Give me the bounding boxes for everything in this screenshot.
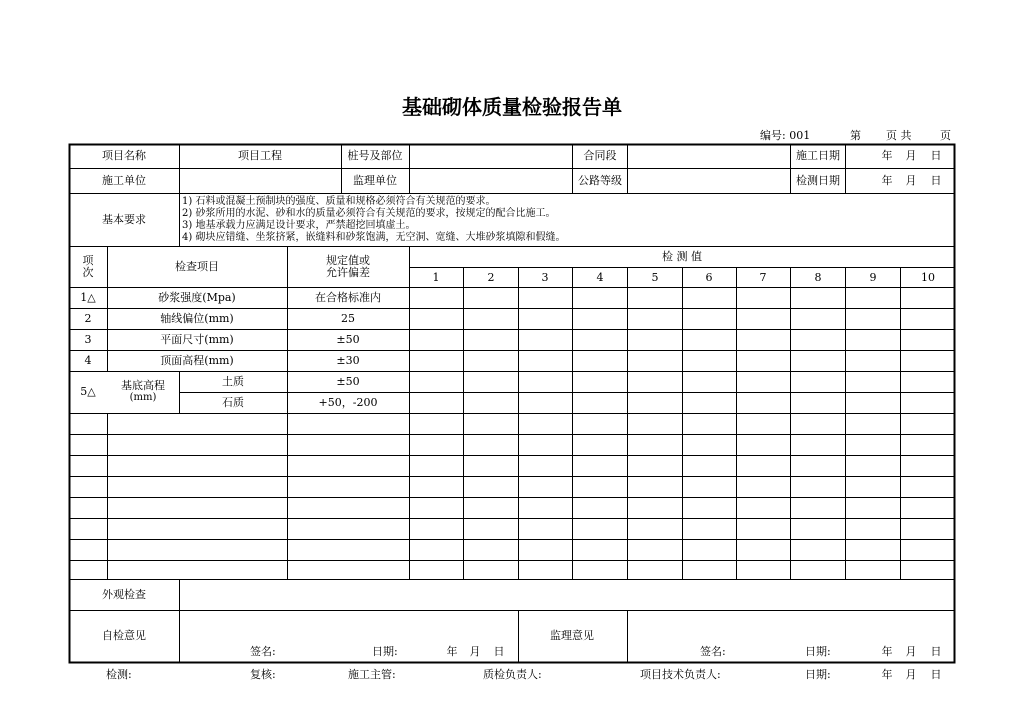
- col-header-no-char: 项: [82, 254, 94, 267]
- supervision-year: 年: [881, 645, 893, 658]
- requirement-item: 3) 地基承载力应满足设计要求，严禁超挖回填虚土。: [182, 220, 416, 231]
- start-date-month: 月: [905, 149, 917, 162]
- row-spec: ±50: [336, 333, 360, 346]
- footer-inspect: 检测:: [106, 668, 132, 681]
- station-label: 桩号及部位: [347, 149, 403, 162]
- supervision-label: 监理意见: [550, 629, 594, 642]
- requirement-item: 2) 砂浆所用的水泥、砂和水的质量必须符合有关规范的要求，按规定的配合比施工。: [182, 208, 556, 219]
- row-item-base-elevation: [121, 380, 165, 404]
- inspect-date-label: 检测日期: [796, 174, 840, 187]
- footer-review: 复核:: [250, 668, 276, 681]
- col-header-spec: [326, 255, 370, 279]
- supervision-day: 日: [930, 645, 942, 658]
- form-code: 编号: 001: [760, 129, 811, 142]
- row-no: 3: [84, 333, 92, 346]
- col-header-no-char: 次: [82, 266, 94, 279]
- row-spec: ±30: [336, 354, 360, 367]
- measure-col-header: 1: [432, 271, 440, 284]
- sub-item: 石质: [222, 396, 244, 409]
- supervision-sign: 签名:: [700, 645, 726, 658]
- self-check-date: 日期:: [372, 645, 398, 658]
- row-item-line2: (mm): [129, 392, 157, 403]
- page-unit-label: 页: [940, 129, 951, 142]
- row-item: 顶面高程(mm): [160, 354, 234, 367]
- sub-item: 土质: [222, 375, 244, 388]
- self-check-day: 日: [493, 645, 505, 658]
- row-spec: 在合格标准内: [315, 291, 381, 304]
- self-check-sign: 签名:: [250, 645, 276, 658]
- page-number-label: 第: [850, 129, 861, 142]
- supervision-month: 月: [905, 645, 917, 658]
- footer-construction-chief: 施工主管:: [348, 668, 396, 681]
- row-spec: +50，-200: [318, 396, 378, 409]
- col-header-no-text: [83, 255, 94, 279]
- requirement-item: 4) 砌块应错缝、坐浆挤紧，嵌缝料和砂浆饱满，无空洞、宽缝、大堆砂浆填隙和假缝。: [182, 232, 566, 243]
- row-item: 砂浆强度(Mpa): [158, 291, 236, 304]
- self-check-year: 年: [446, 645, 458, 658]
- supervision-date: 日期:: [805, 645, 831, 658]
- row-item: 平面尺寸(mm): [160, 333, 234, 346]
- self-check-month: 月: [469, 645, 481, 658]
- col-header-spec-line1: 规定值或: [326, 254, 370, 267]
- row-spec: 25: [341, 312, 355, 325]
- row-no: 1△: [80, 291, 96, 304]
- row-item-line1: 基底高程: [121, 379, 165, 392]
- footer-date: 日期:: [805, 668, 831, 681]
- supervisor-label: 监理单位: [353, 174, 397, 187]
- measure-col-header: 10: [921, 271, 935, 284]
- measure-col-header: 2: [487, 271, 495, 284]
- road-grade-label: 公路等级: [578, 174, 622, 187]
- project-name-label: 项目名称: [102, 149, 146, 162]
- col-header-no: [83, 255, 94, 279]
- inspect-date-day: 日: [930, 174, 942, 187]
- project-name-value[interactable]: 项目工程: [238, 149, 282, 162]
- measure-col-header: 6: [705, 271, 713, 284]
- inspect-date-year: 年: [881, 174, 893, 187]
- col-header-spec-line2: 允许偏差: [326, 266, 370, 279]
- inspect-date-month: 月: [905, 174, 917, 187]
- requirements-label: 基本要求: [102, 213, 146, 226]
- contract-label: 合同段: [583, 149, 617, 162]
- measure-col-header: 7: [759, 271, 767, 284]
- measure-col-header: 8: [814, 271, 822, 284]
- footer-month: 月: [905, 668, 917, 681]
- footer-day: 日: [930, 668, 942, 681]
- measure-col-header: 5: [651, 271, 659, 284]
- start-date-year: 年: [881, 149, 893, 162]
- measure-col-header: 4: [596, 271, 604, 284]
- page-title: 基础砌体质量检验报告单: [402, 95, 622, 119]
- row-no: 5△: [80, 385, 96, 398]
- row-no: 2: [84, 312, 92, 325]
- col-header-item: 检查项目: [175, 260, 219, 273]
- row-no: 4: [84, 354, 92, 367]
- row-item: 轴线偏位(mm): [160, 312, 234, 325]
- footer-tech-chief: 项目技术负责人:: [640, 668, 721, 681]
- row-spec: ±50: [336, 375, 360, 388]
- requirement-item: 1) 石料或混凝土预制块的强度、质量和规格必须符合有关规范的要求。: [182, 196, 496, 207]
- measure-col-header: 9: [869, 271, 877, 284]
- footer-quality-chief: 质检负责人:: [483, 668, 542, 681]
- self-check-label: 自检意见: [102, 629, 146, 642]
- footer-year: 年: [881, 668, 893, 681]
- col-header-measure: 检 测 值: [662, 250, 702, 263]
- start-date-label: 施工日期: [796, 149, 840, 162]
- contractor-label: 施工单位: [102, 174, 146, 187]
- appearance-label: 外观检查: [102, 588, 146, 601]
- page-total-label: 页 共: [886, 129, 912, 142]
- measure-col-header: 3: [541, 271, 549, 284]
- start-date-day: 日: [930, 149, 942, 162]
